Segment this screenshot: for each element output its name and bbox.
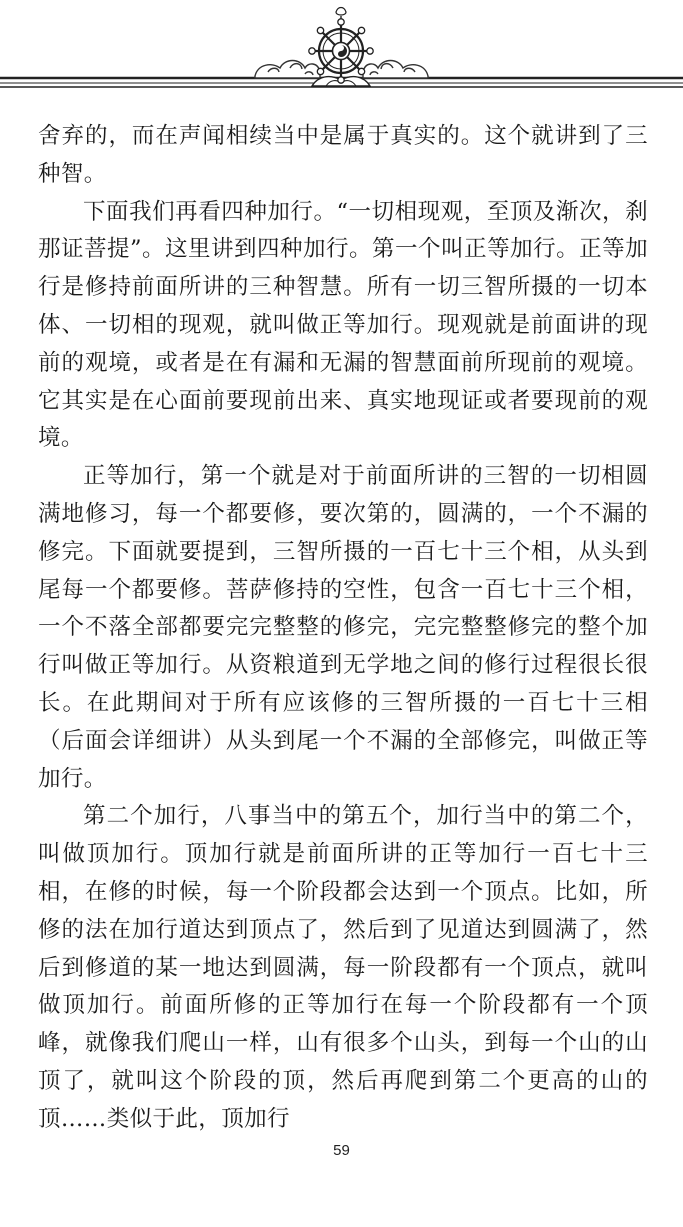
paragraph-3: 正等加行，第一个就是对于前面所讲的三智的一切相圆满地修习，每一个都要修，要次第的，圆满的，一个不漏的修完。下面就要提到，三智所摄的一百七十三个相，从头到尾每一个都要修。菩萨修持的空性，包含一百七十三个相，一个不落全部都要完完整整的修完，完完整整修完的整个加行叫做正等加行。从资粮道到无学地之间的修行过程很长很长。在此期间对于所有应该修的三智所摄的一百七十三相（后面会详细讲）从头到尾一个不漏的全部修完，叫做正等加行。 (38, 463, 648, 792)
left-cloud-scroll-icon (255, 61, 320, 79)
page-number: 59 (333, 1142, 350, 1159)
paragraph-1: 舍弃的，而在声闻相续当中是属于真实的。这个就讲到了三种智。 (38, 123, 648, 187)
header-ornament (0, 0, 683, 112)
paragraph-2: 下面我们再看四种加行。“一切相现观，至顶及渐次，刹那证菩提”。这里讲到四种加行。第一个叫正等加行。正等加行是修持前面所讲的三种智慧。所有一切三智所摄的一切本体、一切相的现观，就叫做正等加行。现观就是前面讲的现前的观境，或者是在有漏和无漏的智慧面前所现前的观境。它其实是在心面前要现前出来、真实地现证或者要现前的观境。 (38, 198, 648, 452)
paragraph-4: 第二个加行，八事当中的第五个，加行当中的第二个，叫做顶加行。顶加行就是前面所讲的正等加行一百七十三相，在修的时候，每一个阶段都会达到一个顶点。比如，所修的法在加行道达到顶点了，然后到了见道达到圆满了，然后到修道的某一地达到圆满，每一阶段都有一个顶点，就叫做顶加行。前面所修的正等加行在每一个阶段都有一个顶峰，就像我们爬山一样，山有很多个山头，到每一个山的山顶了，就叫这个阶段的顶，然后再爬到第二个更高的山的顶……类似于此，顶加行 (38, 803, 648, 1132)
page-body (38, 118, 648, 1139)
dharma-wheel-icon (309, 8, 373, 87)
right-cloud-scroll-icon (363, 61, 428, 79)
